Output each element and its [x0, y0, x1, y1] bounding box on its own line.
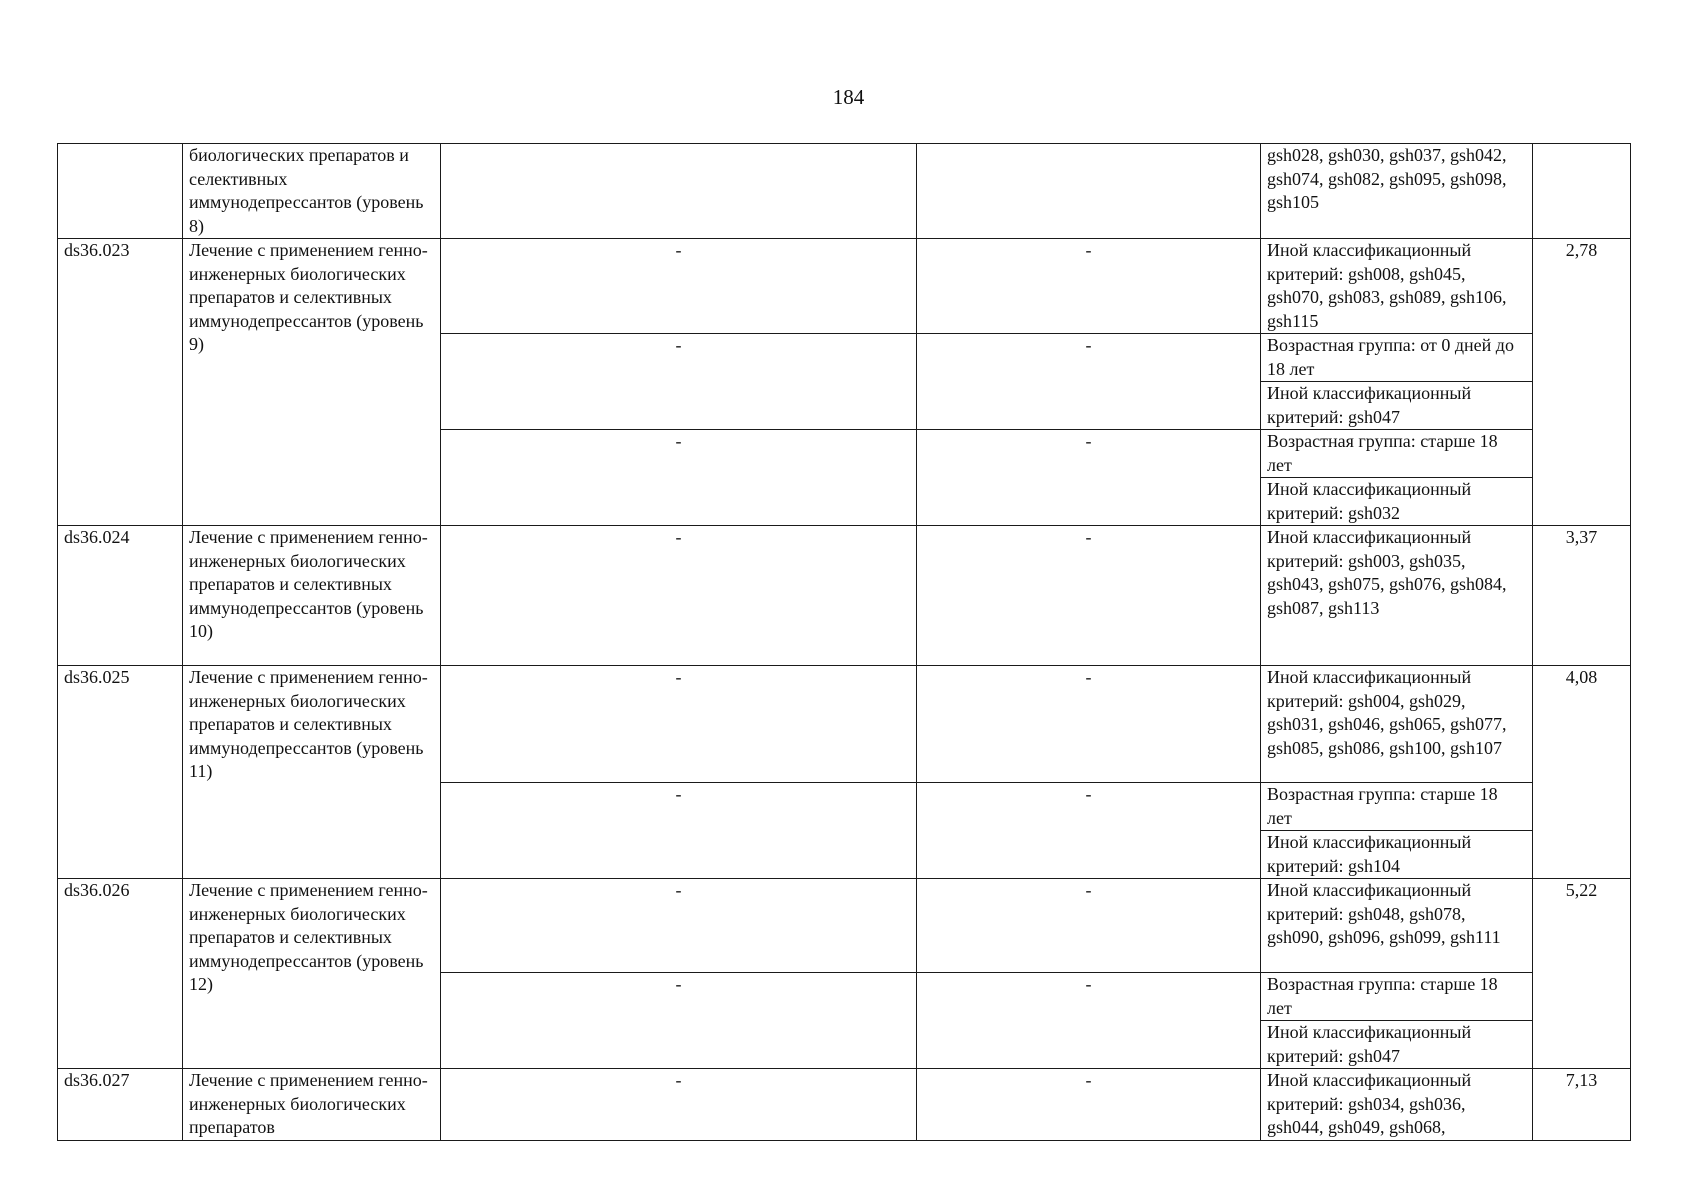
criteria-cell: Иной классификационный критерий: gsh047 — [1261, 1021, 1533, 1069]
coefficient-cell — [1533, 144, 1631, 239]
column-3-cell: - — [441, 239, 917, 334]
name-cell: Лечение с применением генно-инженерных биологических препаратов и селективных иммунодепрессантов (уровень 11) — [183, 666, 441, 879]
coefficient-cell: 4,08 — [1533, 666, 1631, 879]
code-cell: ds36.026 — [58, 879, 183, 1069]
column-4-cell: - — [917, 430, 1261, 526]
code-cell: ds36.023 — [58, 239, 183, 526]
criteria-cell: Иной классификационный критерий: gsh004, gsh029, gsh031, gsh046, gsh065, gsh077, gsh085, gsh086, gsh100, gsh107 — [1261, 666, 1533, 783]
criteria-cell: Иной классификационный критерий: gsh003, gsh035, gsh043, gsh075, gsh076, gsh084, gsh087, gsh113 — [1261, 526, 1533, 666]
column-4-cell: - — [917, 334, 1261, 430]
coefficient-cell: 2,78 — [1533, 239, 1631, 526]
column-4-cell: - — [917, 783, 1261, 879]
criteria-cell: Иной классификационный критерий: gsh034, gsh036, gsh044, gsh049, gsh068, — [1261, 1069, 1533, 1141]
coefficient-cell: 5,22 — [1533, 879, 1631, 1069]
column-3-cell: - — [441, 334, 917, 430]
table-row — [58, 879, 1631, 973]
column-4-cell: - — [917, 879, 1261, 973]
column-3-cell: - — [441, 973, 917, 1069]
table-row — [58, 1069, 1631, 1141]
column-3-cell: - — [441, 430, 917, 526]
column-3-cell: - — [441, 1069, 917, 1141]
column-4-cell: - — [917, 666, 1261, 783]
column-3-cell: - — [441, 526, 917, 666]
column-4-cell: - — [917, 1069, 1261, 1141]
age-group-cell: Возрастная группа: старше 18 лет — [1261, 783, 1533, 831]
column-4-cell: - — [917, 526, 1261, 666]
column-4-cell: - — [917, 973, 1261, 1069]
criteria-cell: Иной классификационный критерий: gsh032 — [1261, 478, 1533, 526]
code-cell: ds36.025 — [58, 666, 183, 879]
table-row — [58, 239, 1631, 334]
criteria-cell: Иной классификационный критерий: gsh048, gsh078, gsh090, gsh096, gsh099, gsh111 — [1261, 879, 1533, 973]
table-row — [58, 526, 1631, 666]
age-group-cell: Возрастная группа: старше 18 лет — [1261, 430, 1533, 478]
code-cell: ds36.024 — [58, 526, 183, 666]
name-cell: Лечение с применением генно-инженерных биологических препаратов — [183, 1069, 441, 1141]
age-group-cell: Возрастная группа: старше 18 лет — [1261, 973, 1533, 1021]
criteria-cell: Иной классификационный критерий: gsh008, gsh045, gsh070, gsh083, gsh089, gsh106, gsh115 — [1261, 239, 1533, 334]
coefficient-cell: 7,13 — [1533, 1069, 1631, 1141]
column-4-cell — [917, 144, 1261, 239]
criteria-cell: gsh028, gsh030, gsh037, gsh042, gsh074, gsh082, gsh095, gsh098, gsh105 — [1261, 144, 1533, 239]
age-group-cell: Возрастная группа: от 0 дней до 18 лет — [1261, 334, 1533, 382]
name-cell: Лечение с применением генно-инженерных биологических препаратов и селективных иммунодепрессантов (уровень 9) — [183, 239, 441, 526]
table-row — [58, 144, 1631, 239]
column-3-cell — [441, 144, 917, 239]
name-cell: биологических препаратов и селективных иммунодепрессантов (уровень 8) — [183, 144, 441, 239]
table-row — [58, 666, 1631, 783]
code-cell — [58, 144, 183, 239]
column-3-cell: - — [441, 783, 917, 879]
page-number: 184 — [832, 85, 865, 109]
code-cell: ds36.027 — [58, 1069, 183, 1141]
coefficient-cell: 3,37 — [1533, 526, 1631, 666]
criteria-cell: Иной классификационный критерий: gsh047 — [1261, 382, 1533, 430]
criteria-cell: Иной классификационный критерий: gsh104 — [1261, 831, 1533, 879]
name-cell: Лечение с применением генно-инженерных биологических препаратов и селективных иммунодепрессантов (уровень 10) — [183, 526, 441, 666]
column-4-cell: - — [917, 239, 1261, 334]
column-3-cell: - — [441, 879, 917, 973]
name-cell: Лечение с применением генно-инженерных биологических препаратов и селективных иммунодепрессантов (уровень 12) — [183, 879, 441, 1069]
column-3-cell: - — [441, 666, 917, 783]
tariff-table — [57, 143, 1631, 1141]
